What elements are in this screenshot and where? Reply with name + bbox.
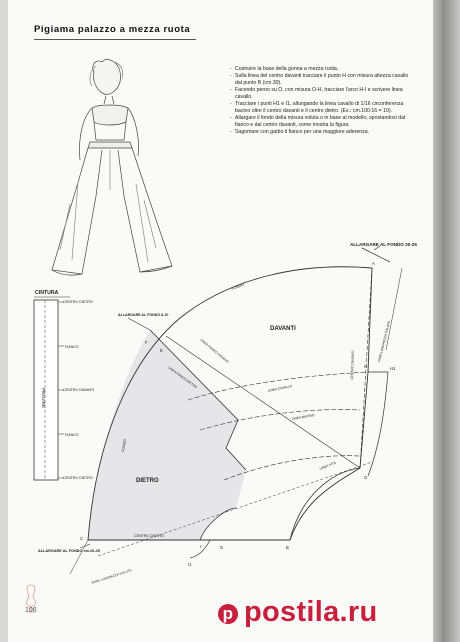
instruction-item: - Facendo perno su O, con misura O-H, tracciare l'arco H-I e scrivere linea cavallo.	[230, 87, 412, 100]
label-centro-dietro: CENTRO DIETRO	[134, 534, 164, 538]
label-fondo-left: FONDO	[121, 438, 128, 453]
point-c: C	[80, 536, 84, 541]
model-illustration	[52, 59, 172, 275]
trouser-pattern	[70, 246, 402, 574]
watermark-logo-icon: p	[218, 604, 238, 624]
instruction-item: - Tracciare i punti H1 e I1, allungando la linea cavallo di 1/16 circonferenza bacino oltre il centro davanti e il centro dietro. (Es.: cm.100:16 = 10).	[230, 101, 412, 114]
point-o: O	[364, 475, 368, 480]
waistband-label: CINTURA	[35, 290, 59, 296]
point-i: I	[200, 544, 202, 549]
label-linea-vita: LINEA VITA	[318, 460, 337, 471]
mark-centro-davanti: CENTRO DAVANTI	[63, 388, 95, 392]
label-linea-fianco-davanti: LINEA FIANCO DAVANTI	[199, 337, 230, 365]
label-centro-davanti: CENTRO DAVANTI	[350, 350, 356, 381]
label-davanti: DAVANTI	[270, 326, 296, 332]
instruction-item: - Sagomare con garbo il fianco per una maggiore aderenza.	[230, 129, 412, 136]
label-fondo: FONDO	[230, 282, 245, 291]
mark-centro-dietro: CENTRO DIETRO	[63, 476, 93, 480]
allargare-left: ALLARGARE AL FONDO cm.20-25	[38, 549, 100, 553]
page-number: 106	[25, 607, 37, 614]
label-dietro: DIETRO	[136, 478, 159, 484]
page-title: Pigiama palazzo a mezza ruota	[34, 24, 274, 35]
mark-centro-dietro: CENTRO DIETRO	[63, 300, 93, 304]
point-f: F	[145, 340, 148, 345]
point-h1: H1	[390, 366, 396, 371]
fold-label: PIEGARE	[41, 387, 46, 409]
point-e: E	[160, 348, 163, 353]
label-linea-bacino: LINEA BACINO	[291, 413, 315, 421]
point-g: G	[220, 545, 224, 550]
allargare-top: ALLARGARE AL FONDO 20-25	[350, 242, 417, 247]
waistband	[34, 290, 94, 480]
label-linea-cavallo: LINEA CAVALLO	[267, 383, 293, 393]
point-h: H	[364, 364, 368, 369]
mark-fianco: FIANCO	[65, 433, 79, 437]
point-b: B	[286, 545, 289, 550]
instruction-item: - Costruire la base della gonna a mezza ruota.	[230, 66, 412, 73]
watermark-text: postila.ru	[244, 596, 378, 628]
label-fare-lunghezza-bottom: FARE LUNGHEZZA VOLUTE	[91, 568, 133, 585]
watermark	[218, 596, 378, 629]
instruction-item: - Sulla linea del centro davanti tracciare il punto H con misura altezza cavallo dal punto B (cm.30).	[230, 73, 412, 86]
point-i1: I1	[188, 562, 192, 567]
instruction-item: - Allargare il fondo della misura voluta o in base al modello, spostandosi dal fianco e dal centro davanti, come mostra la figura.	[230, 115, 412, 128]
label-linea-fianco-dietro: LINEA FIANCO DIETRO	[167, 365, 198, 390]
mark-fianco: FIANCO	[65, 345, 79, 349]
point-a: A	[372, 261, 375, 266]
label-fare-lunghezza-right: FARE LUNGHEZZA VOLUTE	[377, 320, 392, 363]
allargare-mid: ALLARGARE AL FONDO 8-10	[118, 313, 169, 317]
